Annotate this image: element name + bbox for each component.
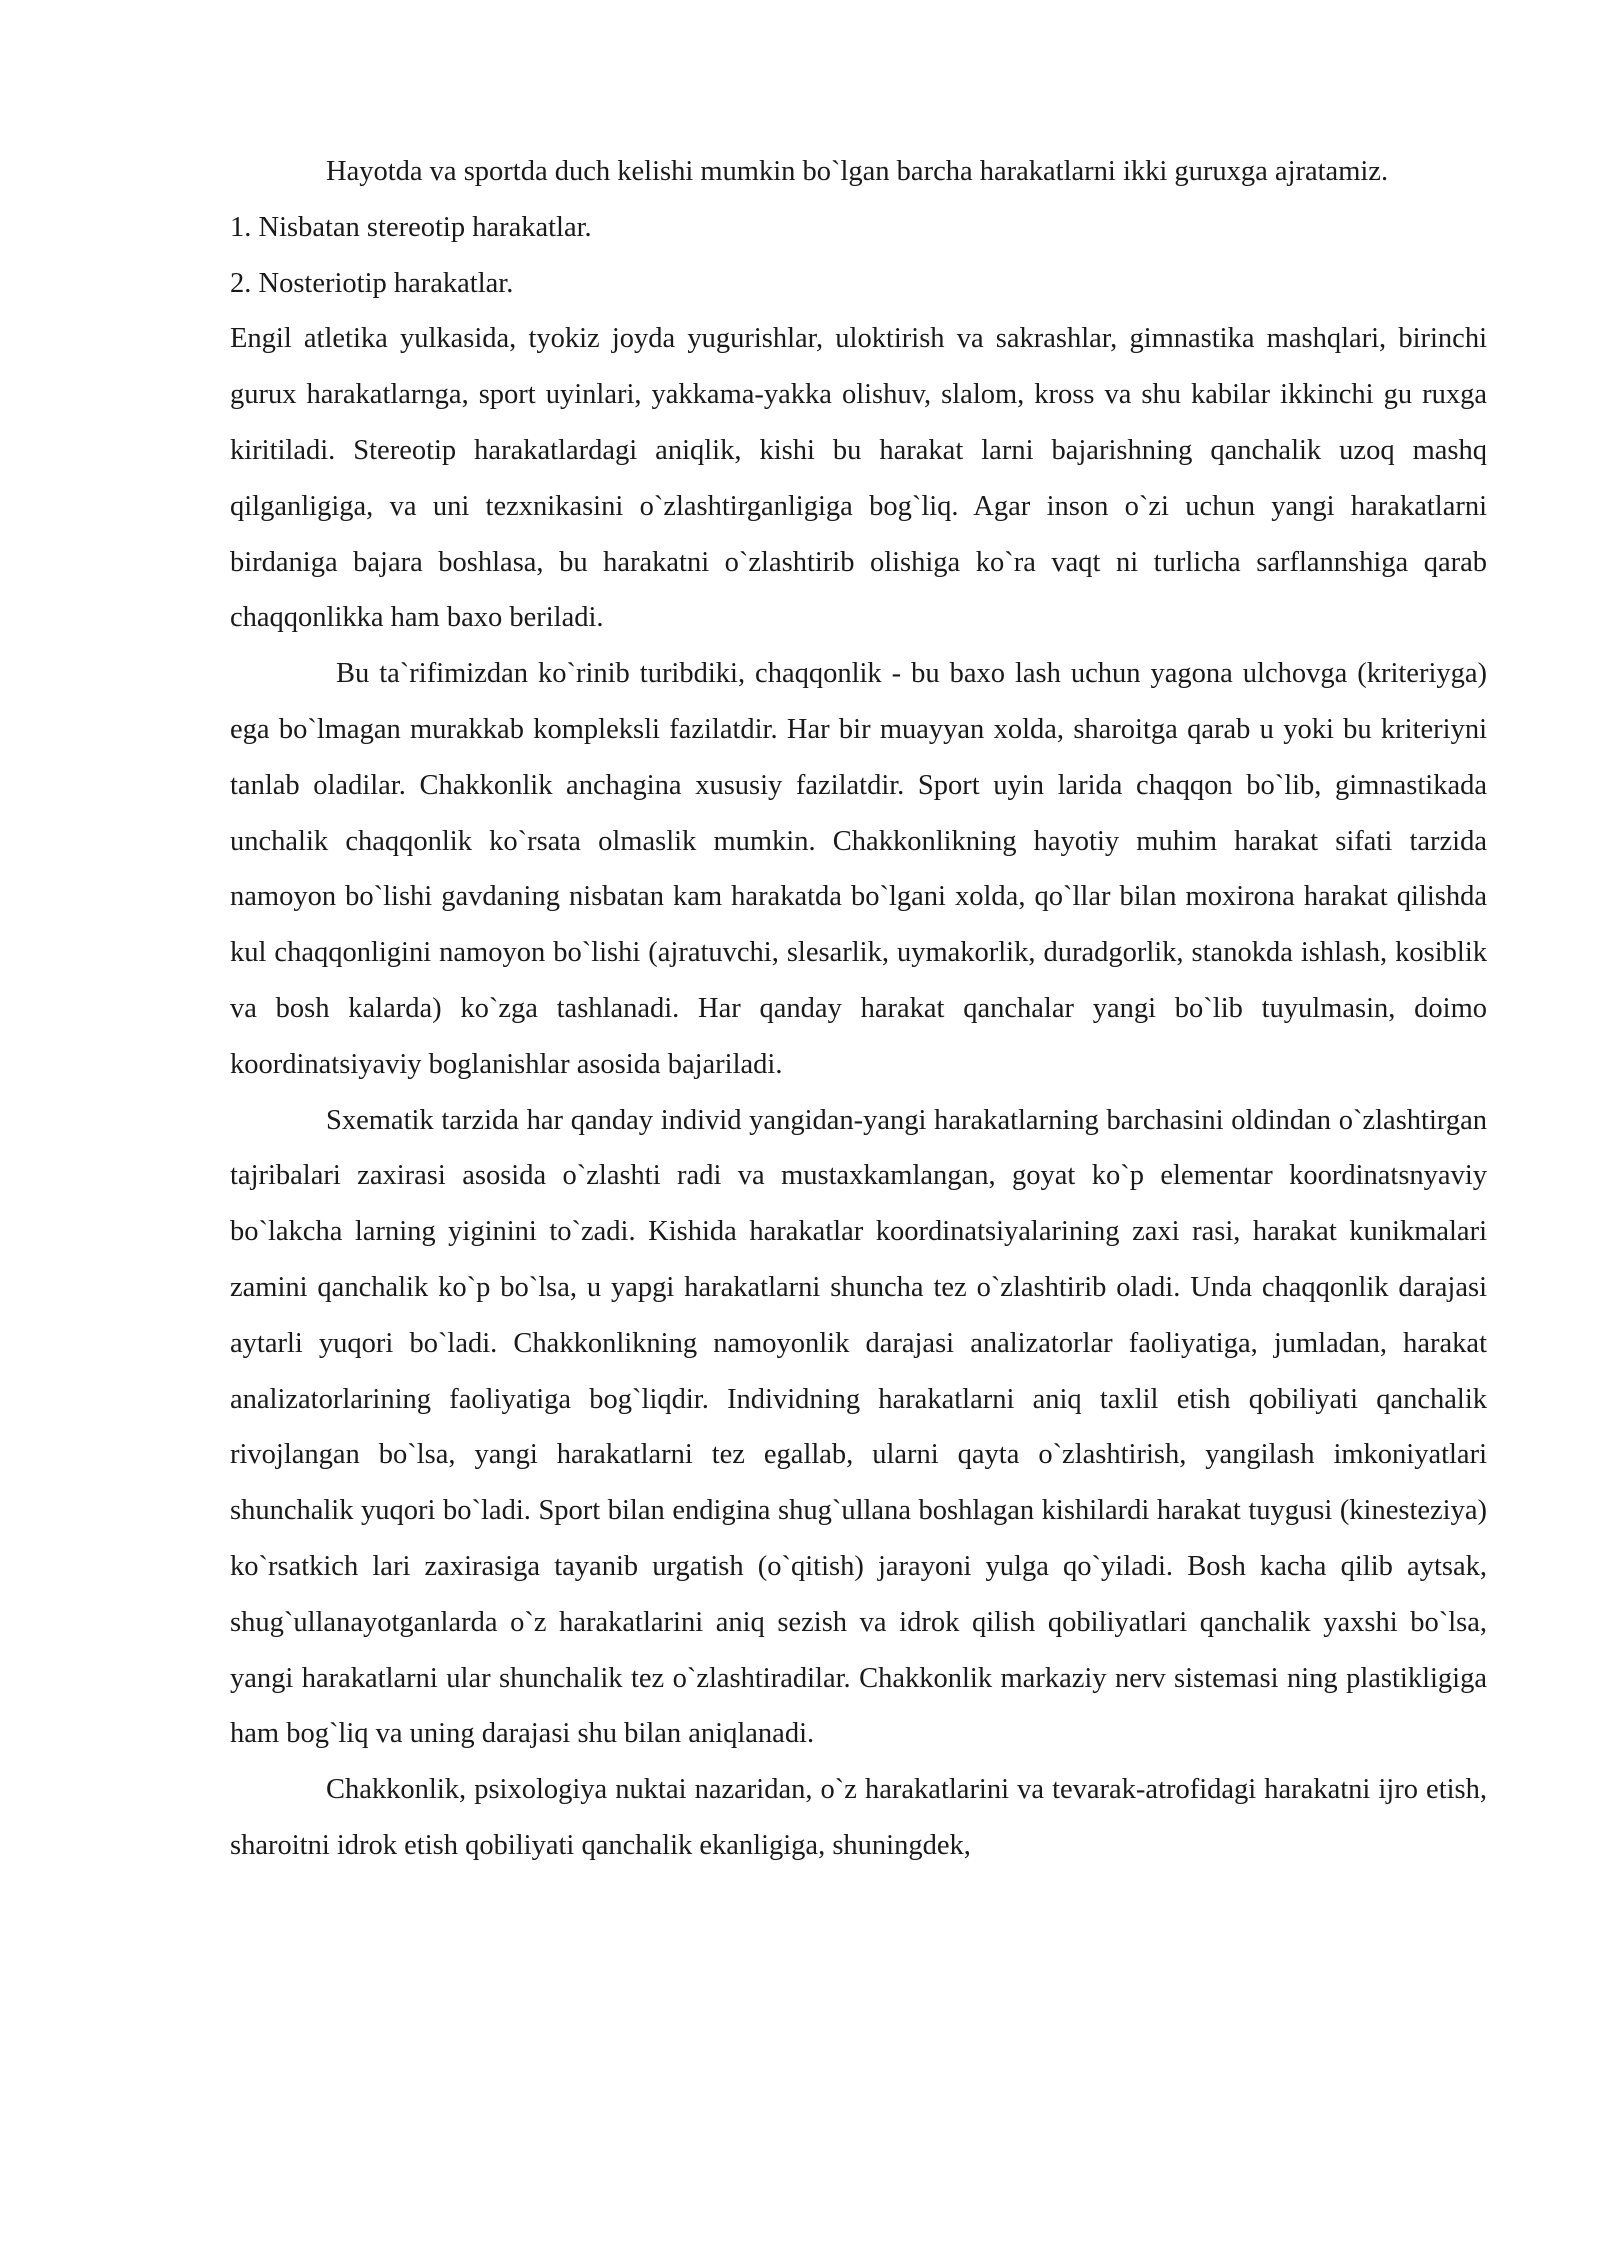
paragraph-definition: Bu ta`rifimizdan ko`rinib turibdiki, chaqqonlik - bu baxo lash uchun yagona ulchovga (kriteriyga) ega bo`lmagan murakkab kompleksli fazilatdir. Har bir muayyan xolda, sharoitga qarab u yoki bu kriteriyni tanlab oladilar. Chakkonlik anchagina xususiy fazilatdir. Sport uyin larida chaqqon bo`lib, gimnastikada unchalik chaqqonlik ko`rsata olmaslik mumkin. Chakkonlikning hayotiy muhim harakat sifati tarzida namoyon bo`lishi gavdaning nisbatan kam harakatda bo`lgani xolda, qo`llar bilan moxirona harakat qilishda kul chaqqonligini namoyon bo`lishi (ajratuvchi, slesarlik, uymakorlik, duradgorlik, stanokda ishlash, kosiblik va bosh kalarda) ko`zga tashlanadi. Har qanday harakat qanchalar yangi bo`lib tuyulmasin, doimo koordinatsiyaviy boglanishlar asosida bajariladi. — [230, 658, 1487, 1080]
paragraph-athletics: Engil atletika yulkasida, tyokiz joyda yugurishlar, uloktirish va sakrashlar, gimnastika mashqlari, birinchi gurux harakatlarnga, sport uyinlari, yakkama-yakka olishuv, slalom, kross va shu kabilar ikkinchi gu ruxga kiritiladi. Stereotip harakatlardagi aniqlik, kishi bu harakat larni bajarishning qanchalik uzoq mashq qilganligiga, va uni tezxnikasini o`zlashtirganligiga bog`liq. Agar inson o`zi uchun yangi harakatlarni birdaniga bajara boshlasa, bu harakatni o`zlashtirib olishiga ko`ra vaqt ni turlicha sarflannshiga qarab chaqqonlikka ham baxo beriladi. — [230, 323, 1487, 634]
list-item-1: 1. Nisbatan stereotip harakatlar. — [230, 211, 592, 243]
list-item-2: 2. Nosteriotip harakatlar. — [230, 267, 514, 299]
paragraph-schematic: Sxematik tarzida har qanday individ yangidan-yangi harakatlarning barchasini oldindan o`zlashtirgan tajribalari zaxirasi asosida o`zlashti radi va mustaxkamlangan, goyat ko`p elementar koordinatsnyaviy bo`lakcha larning yiginini to`zadi. Kishida harakatlar koordinatsiyalarining zaxi rasi, harakat kunikmalari zamini qanchalik ko`p bo`lsa, u yapgi harakatlarni shuncha tez o`zlashtirib oladi. Unda chaqqonlik darajasi aytarli yuqori bo`ladi. Chakkonlikning namoyonlik darajasi analizatorlar faoliyatiga, jumladan, harakat analizatorlarining faoliyatiga bog`liqdir. Individning harakatlarni aniq taxlil etish qobiliyati qanchalik rivojlangan bo`lsa, yangi harakatlarni tez egallab, ularni qayta o`zlashtirish, yangilash imkoniyatlari shunchalik yuqori bo`ladi. Sport bilan endigina shug`ullana boshlagan kishilardi harakat tuygusi (kinesteziya) ko`rsatkich lari zaxirasiga tayanib urgatish (o`qitish) jarayoni yulga qo`yiladi. Bosh kacha qilib aytsak, shug`ullanayotganlarda o`z harakatlarini aniq sezish va idrok qilish qobiliyatlari qanchalik yaxshi bo`lsa, yangi harakatlarni ular shunchalik tez o`zlashtiradilar. Chakkonlik markaziy nerv sistemasi ning plastikligiga ham bog`liq va uning darajasi shu bilan aniqlanadi. — [230, 1104, 1487, 1750]
document-body — [230, 144, 1487, 1874]
paragraph-psychology: Chakkonlik, psixologiya nuktai nazaridan, o`z harakatlarini va tevarak-atrofidagi harakatni ijro etish, sharoitni idrok etish qobiliyati qanchalik ekanligiga, shuningdek, — [230, 1774, 1487, 1861]
paragraph-intro: Hayotda va sportda duch kelishi mumkin bo`lgan barcha harakatlarni ikki guruxga ajratamiz. — [326, 156, 1389, 187]
